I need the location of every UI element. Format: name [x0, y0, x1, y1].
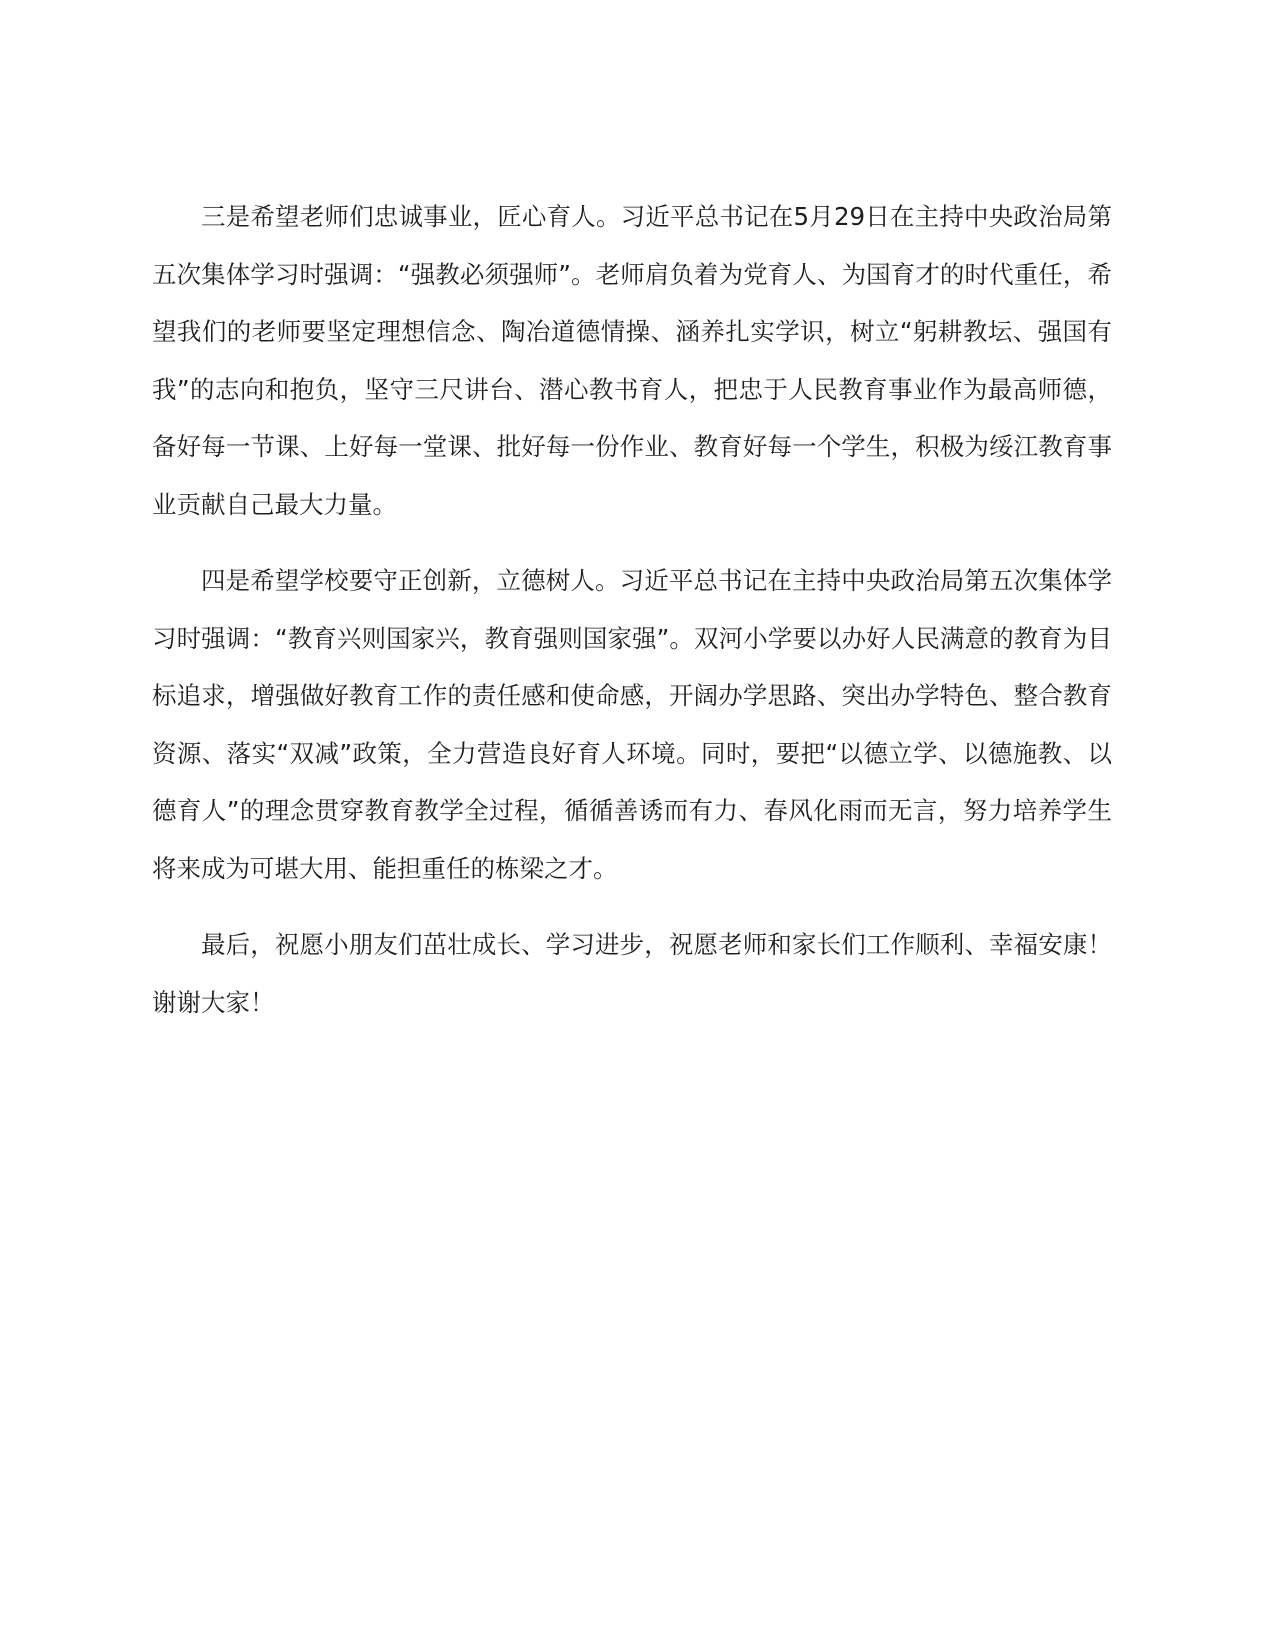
paragraph-teachers: 三是希望老师们忠诚事业，匠心育人。习近平总书记在5月29日在主持中央政治局第五次集体学习时强调：“强教必须强师”。老师肩负着为党育人、为国育才的时代重任，希望我们的老师要坚定理想信念、陶冶道德情操、涵养扎实学识，树立“躬耕教坛、强国有我”的志向和抱负，坚守三尺讲台、潜心教书育人，把忠于人民教育事业作为最高师德，备好每一节课、上好每一堂课、批好每一份作业、教育好每一个学生，积极为绥江教育事业贡献自己最大力量。 [152, 202, 1112, 519]
document-body [152, 188, 1112, 1050]
paragraph-school: 四是希望学校要守正创新，立德树人。习近平总书记在主持中央政治局第五次集体学习时强调：“教育兴则国家兴，教育强则国家强”。双河小学要以办好人民满意的教育为目标追求，增强做好教育工作的责任感和使命感，开阔办学思路、突出办学特色、整合教育资源、落实“双减”政策，全力营造良好育人环境。同时，要把“以德立学、以德施教、以德育人”的理念贯穿教育教学全过程，循循善诱而有力、春风化雨而无言，努力培养学生将来成为可堪大用、能担重任的栋梁之才。 [152, 566, 1112, 883]
paragraph-closing: 最后，祝愿小朋友们茁壮成长、学习进步，祝愿老师和家长们工作顺利、幸福安康！谢谢大家！ [152, 930, 1112, 1017]
